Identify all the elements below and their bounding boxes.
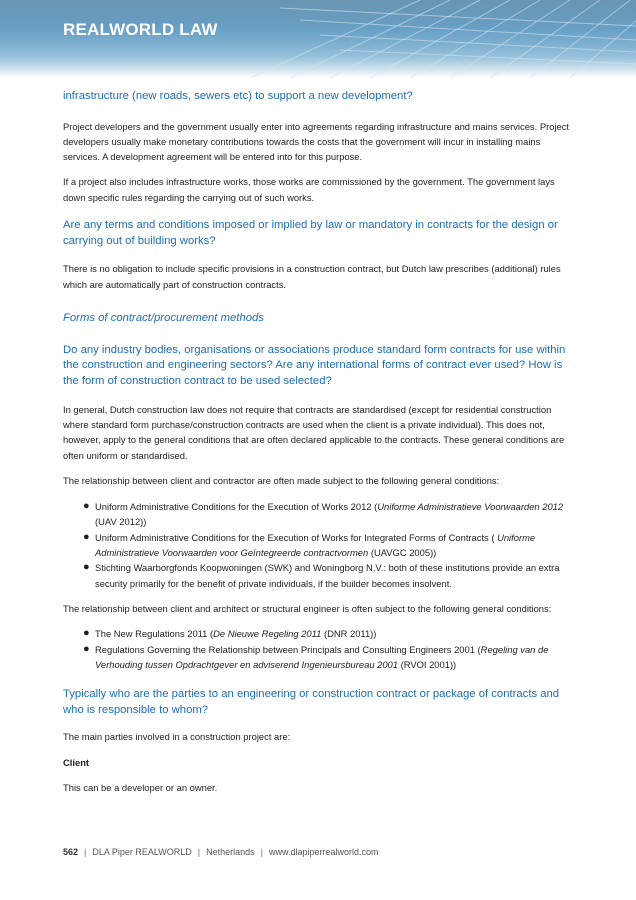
question-heading: Do any industry bodies, organisations or associations produce standard form contracts for use within the construction and engineering sectors? Are any international forms of contract ever used? How is the form of construction contract to be used selected?: [63, 343, 566, 388]
header-title: REALWORLD LAW: [63, 20, 218, 39]
bullet-list-architect-conditions: [63, 626, 578, 672]
country-name: Netherlands: [206, 847, 255, 857]
question-heading: infrastructure (new roads, sewers etc) to support a new development?: [63, 90, 413, 102]
paragraph: The relationship between client and contractor are often made subject to the following general conditions:: [63, 474, 500, 486]
page-header-banner: [0, 0, 636, 78]
paragraph: There is no obligation to include specific provisions in a construction contract, but Dutch law prescribes (additional) rules which are automatically part of construction contracts.: [63, 263, 561, 290]
page-number: 562: [63, 847, 79, 857]
list-item: ● Uniform Administrative Conditions for the Execution of Works for Integrated Forms of Contracts ( Uniforme Administratieve Voorwaarden voor Geïntegreerde contractvormen (UAVGC 2005)): [83, 530, 536, 559]
section-heading: Forms of contract/procurement methods: [63, 311, 264, 324]
bullet-list-contractor-conditions: [63, 499, 578, 591]
paragraph: In general, Dutch construction law does not require that contracts are standardised (except for residential construction where standard form purchase/construction contracts are used when the client is a private individual). This does not, however, apply to the general conditions that are often declared applicable to the contracts. These general conditions are often uniform or standardised.: [63, 403, 565, 461]
website-link[interactable]: www.dlapiperrealworld.com: [268, 847, 379, 857]
page-footer: 562 | DLA Piper REALWORLD | Netherlands | www.dlapiperrealworld.com: [63, 847, 379, 857]
list-item: ● Uniform Administrative Conditions for the Execution of Works 2012 (Uniforme Administratieve Voorwaarden 2012 (UAV 2012)): [83, 500, 564, 528]
paragraph: If a project also includes infrastructure works, those works are commissioned by the government. The government lays down specific rules regarding the carrying out of such works.: [63, 176, 555, 203]
question-heading: Are any terms and conditions imposed or implied by law or mandatory in contracts for the design or carrying out of building works?: [63, 219, 558, 247]
subheading-client: Client: [63, 756, 90, 768]
paragraph: The relationship between client and architect or structural engineer is often subject to the following general conditions:: [63, 602, 552, 614]
paragraph: This can be a developer or an owner.: [63, 781, 218, 793]
document-body: [63, 89, 578, 795]
bullet-icon: ●: [83, 530, 90, 543]
paragraph: The main parties involved in a construction project are:: [63, 731, 291, 743]
bullet-icon: ●: [83, 642, 90, 655]
list-item: ● The New Regulations 2011 (De Nieuwe Regeling 2011 (DNR 2011)): [83, 627, 377, 640]
paragraph: Project developers and the government usually enter into agreements regarding infrastructure and mains services. Project developers usually make monetary contributions towards the costs that the government will incur in installing mains services. A development agreement will be entered into for this purpose.: [63, 120, 569, 163]
question-heading: Typically who are the parties to an engineering or construction contract or package of contracts and who is responsible to whom?: [63, 688, 560, 716]
list-item: ● Stichting Waarborgfonds Koopwoningen (SWK) and Woningborg N.V.: both of these institutions provide an extra security primarily for the benefit of private individuals, if the builder becomes insolvent.: [83, 561, 560, 589]
bullet-icon: ●: [83, 561, 90, 574]
bullet-icon: ●: [83, 627, 90, 640]
publication-name: DLA Piper REALWORLD: [92, 847, 192, 857]
list-item: ● Regulations Governing the Relationship between Principals and Consulting Engineers 2001 (Regeling van de Verhouding tussen Opdrachtgever en adviserend Ingenieursbureau 2001 (RVOI 2001)): [83, 642, 549, 670]
bullet-icon: ●: [83, 500, 90, 513]
